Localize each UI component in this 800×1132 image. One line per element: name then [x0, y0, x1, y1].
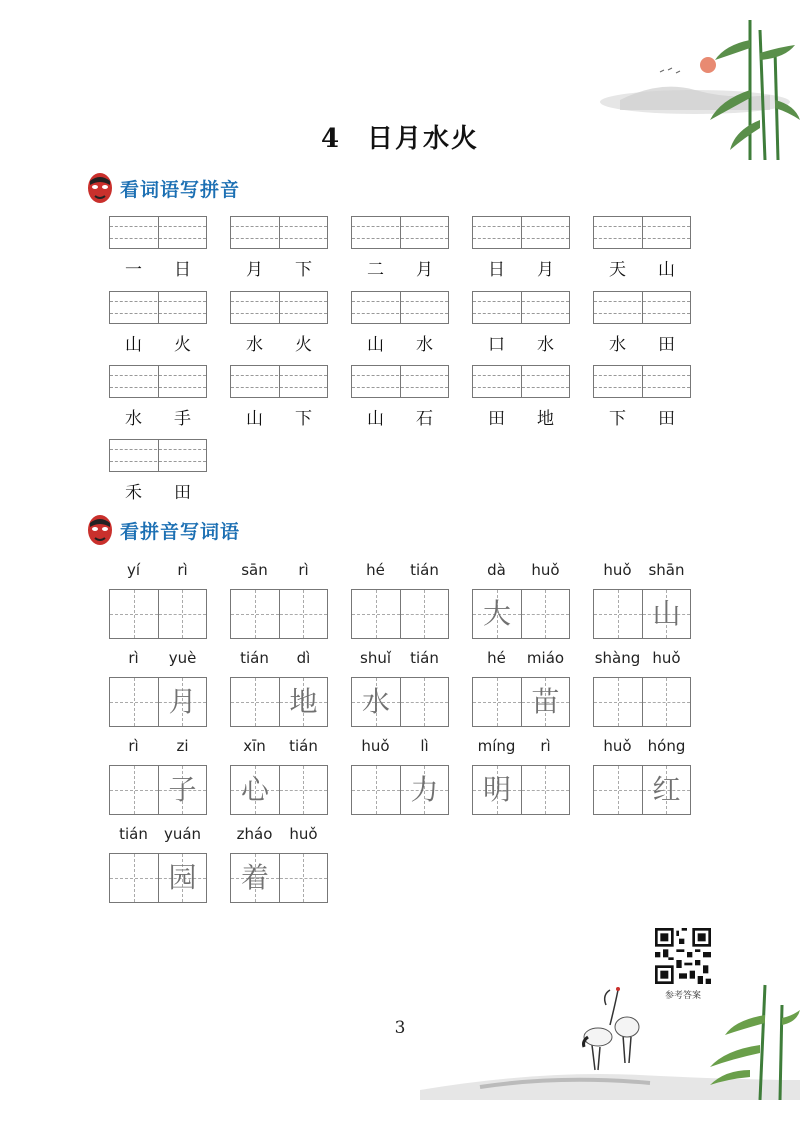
tianzi-grid [109, 853, 207, 903]
word-character: 下 [295, 409, 312, 429]
word-character: 山 [367, 409, 384, 429]
character-writing-cell[interactable] [642, 766, 690, 814]
pinyin-writing-box[interactable] [109, 216, 207, 249]
trace-character [280, 590, 327, 638]
opera-mask-icon [86, 171, 114, 205]
word-character: 田 [174, 483, 191, 503]
trace-character: 子 [168, 773, 197, 806]
pinyin-syllable: xīn [243, 737, 266, 755]
pinyin-syllable: rì [540, 737, 551, 755]
character-writing-cell[interactable] [521, 678, 569, 726]
pinyin-word-item [593, 649, 691, 727]
character-writing-cell[interactable] [110, 854, 158, 902]
tianzi-grid [109, 677, 207, 727]
character-writing-cell[interactable] [473, 766, 521, 814]
word-item [230, 216, 328, 280]
word-item [109, 216, 207, 280]
word-character: 下 [609, 409, 626, 429]
character-writing-cell[interactable] [594, 590, 642, 638]
trace-character [594, 678, 642, 726]
pinyin-word-item [472, 561, 570, 639]
pinyin-syllable: yuè [168, 649, 197, 667]
character-writing-cell[interactable] [279, 854, 327, 902]
word-item [351, 365, 449, 429]
pinyin-syllable: yuán [163, 825, 202, 843]
character-writing-cell[interactable] [158, 678, 206, 726]
pinyin-word-item [230, 561, 328, 639]
word-character: 田 [658, 409, 675, 429]
character-writing-cell[interactable] [158, 766, 206, 814]
word-item [230, 365, 328, 429]
pinyin-syllable: hóng [647, 737, 686, 755]
character-writing-cell[interactable] [642, 590, 690, 638]
character-writing-cell[interactable] [279, 590, 327, 638]
pinyin-word-item [230, 737, 328, 815]
character-writing-cell[interactable] [352, 678, 400, 726]
trace-character: 园 [168, 861, 197, 894]
lesson-title: 日月水火 [367, 124, 480, 154]
pinyin-writing-box[interactable] [109, 291, 207, 324]
pinyin-syllable: tián [289, 737, 318, 755]
word-character: 月 [246, 260, 263, 280]
trace-character [643, 678, 690, 726]
pinyin-syllable: yí [126, 561, 141, 579]
section-title: 看词语写拼音 [120, 178, 241, 201]
trace-character [110, 766, 158, 814]
pinyin-word-item [109, 737, 207, 815]
pinyin-syllable: rì [298, 561, 309, 579]
pinyin-syllable: lì [420, 737, 429, 755]
character-writing-cell[interactable] [352, 766, 400, 814]
character-writing-cell[interactable] [279, 766, 327, 814]
character-writing-cell[interactable] [110, 766, 158, 814]
pinyin-syllable: rì [128, 649, 139, 667]
word-item [230, 291, 328, 355]
word-item [351, 216, 449, 280]
pinyin-syllable: rì [128, 737, 139, 755]
word-character: 山 [367, 335, 384, 355]
character-writing-cell[interactable] [158, 590, 206, 638]
trace-character [401, 590, 448, 638]
character-writing-cell[interactable] [110, 678, 158, 726]
character-writing-cell[interactable] [521, 766, 569, 814]
cranes-bamboo-illustration [420, 975, 800, 1100]
pinyin-writing-box[interactable] [230, 216, 328, 249]
trace-character [401, 678, 448, 726]
word-character: 月 [537, 260, 554, 280]
pinyin-syllable: shuǐ [360, 649, 391, 667]
character-writing-cell[interactable] [352, 590, 400, 638]
pinyin-writing-box[interactable] [351, 365, 449, 398]
pinyin-writing-box[interactable] [109, 365, 207, 398]
character-writing-cell[interactable] [110, 590, 158, 638]
tianzi-grid [230, 589, 328, 639]
pinyin-writing-box[interactable] [351, 216, 449, 249]
word-character: 山 [658, 260, 675, 280]
page-title [0, 118, 800, 155]
tianzi-grid [230, 853, 328, 903]
pinyin-syllable: tián [410, 649, 439, 667]
opera-mask-icon [86, 513, 114, 547]
character-writing-cell[interactable] [594, 678, 642, 726]
pinyin-syllable: dì [296, 649, 311, 667]
word-character: 火 [174, 335, 191, 355]
word-character: 下 [295, 260, 312, 280]
word-item [109, 365, 207, 429]
word-character: 水 [125, 409, 142, 429]
word-character: 山 [125, 335, 142, 355]
character-writing-cell[interactable] [400, 590, 448, 638]
pinyin-writing-box[interactable] [109, 439, 207, 472]
word-character: 水 [246, 335, 263, 355]
character-writing-cell[interactable] [279, 678, 327, 726]
tianzi-grid [351, 589, 449, 639]
pinyin-syllable: huǒ [603, 561, 632, 579]
word-item [472, 291, 570, 355]
trace-character [280, 766, 327, 814]
character-writing-cell[interactable] [473, 678, 521, 726]
trace-character: 苗 [531, 685, 560, 718]
word-character: 月 [416, 260, 433, 280]
tianzi-grid [472, 765, 570, 815]
trace-character [159, 590, 206, 638]
trace-character: 明 [482, 773, 511, 806]
pinyin-syllable: rì [177, 561, 188, 579]
word-character: 手 [174, 409, 191, 429]
word-character: 口 [488, 335, 505, 355]
word-character: 二 [367, 260, 384, 280]
pinyin-syllable: shàng [594, 649, 641, 667]
pinyin-writing-box[interactable] [472, 216, 570, 249]
character-writing-cell[interactable] [231, 854, 279, 902]
pinyin-syllable: huǒ [531, 561, 560, 579]
trace-character [231, 678, 279, 726]
trace-character: 山 [652, 597, 681, 630]
word-character: 天 [609, 260, 626, 280]
pinyin-word-item [351, 737, 449, 815]
pinyin-syllable: hé [366, 561, 385, 579]
character-writing-cell[interactable] [473, 590, 521, 638]
word-character: 日 [488, 260, 505, 280]
word-character: 水 [537, 335, 554, 355]
section-header-2 [86, 512, 240, 548]
pinyin-syllable: zháo [236, 825, 273, 843]
tianzi-grid [109, 765, 207, 815]
trace-character [231, 590, 279, 638]
pinyin-word-item [109, 649, 207, 727]
trace-character: 地 [289, 685, 318, 718]
pinyin-syllable: zi [176, 737, 189, 755]
word-item [109, 439, 207, 503]
tianzi-grid [593, 765, 691, 815]
tianzi-grid [472, 677, 570, 727]
pinyin-word-item [472, 649, 570, 727]
trace-character [280, 854, 327, 902]
trace-character [522, 590, 569, 638]
tianzi-grid [351, 677, 449, 727]
character-writing-cell[interactable] [231, 678, 279, 726]
pinyin-word-item [593, 737, 691, 815]
character-writing-cell[interactable] [231, 766, 279, 814]
trace-character: 力 [410, 773, 439, 806]
trace-character [110, 854, 158, 902]
pinyin-word-item [472, 737, 570, 815]
trace-character: 红 [652, 773, 681, 806]
trace-character [352, 766, 400, 814]
pinyin-writing-box[interactable] [472, 365, 570, 398]
section-title: 看拼音写词语 [120, 520, 241, 543]
trace-character [594, 766, 642, 814]
word-character: 石 [416, 409, 433, 429]
word-item [472, 216, 570, 280]
lesson-number: 4 [320, 124, 342, 154]
tianzi-grid [109, 589, 207, 639]
trace-character [110, 590, 158, 638]
word-character: 日 [174, 260, 191, 280]
word-item [593, 365, 691, 429]
pinyin-word-item [109, 825, 207, 903]
pinyin-word-item [230, 649, 328, 727]
tianzi-grid [230, 677, 328, 727]
pinyin-syllable: huǒ [361, 737, 390, 755]
pinyin-syllable: sān [241, 561, 268, 579]
trace-character [110, 678, 158, 726]
pinyin-syllable: tián [240, 649, 269, 667]
character-writing-cell[interactable] [594, 766, 642, 814]
word-item [472, 365, 570, 429]
tianzi-grid [230, 765, 328, 815]
trace-character [522, 766, 569, 814]
character-writing-cell[interactable] [400, 678, 448, 726]
word-character: 火 [295, 335, 312, 355]
trace-character [352, 590, 400, 638]
tianzi-grid [351, 765, 449, 815]
trace-character: 月 [168, 685, 197, 718]
pinyin-writing-box[interactable] [230, 365, 328, 398]
trace-character: 水 [361, 685, 390, 718]
word-character: 水 [416, 335, 433, 355]
word-item [109, 291, 207, 355]
trace-character: 着 [240, 861, 269, 894]
pinyin-writing-box[interactable] [593, 291, 691, 324]
pinyin-syllable: shān [648, 561, 685, 579]
pinyin-word-item [109, 561, 207, 639]
pinyin-syllable: míng [477, 737, 516, 755]
tianzi-grid [472, 589, 570, 639]
trace-character [473, 678, 521, 726]
character-writing-cell[interactable] [231, 590, 279, 638]
character-writing-cell[interactable] [521, 590, 569, 638]
word-character: 田 [658, 335, 675, 355]
word-item [351, 291, 449, 355]
word-character: 山 [246, 409, 263, 429]
character-writing-cell[interactable] [158, 854, 206, 902]
trace-character [594, 590, 642, 638]
word-character: 一 [125, 260, 142, 280]
trace-character: 大 [482, 597, 511, 630]
word-character: 地 [537, 409, 554, 429]
pinyin-syllable: tián [119, 825, 148, 843]
pinyin-writing-box[interactable] [593, 365, 691, 398]
qr-code-label: 参考答案 [664, 991, 701, 1001]
tianzi-grid [593, 589, 691, 639]
pinyin-syllable: miáo [526, 649, 565, 667]
trace-character: 心 [240, 773, 269, 806]
tianzi-grid [593, 677, 691, 727]
pinyin-syllable: huǒ [289, 825, 318, 843]
pinyin-syllable: hé [487, 649, 506, 667]
page-number: 3 [394, 1018, 406, 1038]
word-character: 田 [488, 409, 505, 429]
character-writing-cell[interactable] [642, 678, 690, 726]
pinyin-syllable: huǒ [603, 737, 632, 755]
word-item [593, 216, 691, 280]
pinyin-word-item [230, 825, 328, 903]
pinyin-syllable: dà [487, 561, 506, 579]
pinyin-writing-box[interactable] [351, 291, 449, 324]
pinyin-writing-box[interactable] [230, 291, 328, 324]
pinyin-word-item [351, 561, 449, 639]
pinyin-word-item [593, 561, 691, 639]
pinyin-writing-box[interactable] [472, 291, 570, 324]
pinyin-writing-box[interactable] [593, 216, 691, 249]
word-character: 水 [609, 335, 626, 355]
section-header-1 [86, 170, 240, 206]
word-item [593, 291, 691, 355]
pinyin-word-item [351, 649, 449, 727]
pinyin-syllable: huǒ [652, 649, 681, 667]
word-character: 禾 [125, 483, 142, 503]
character-writing-cell[interactable] [400, 766, 448, 814]
pinyin-syllable: tián [410, 561, 439, 579]
